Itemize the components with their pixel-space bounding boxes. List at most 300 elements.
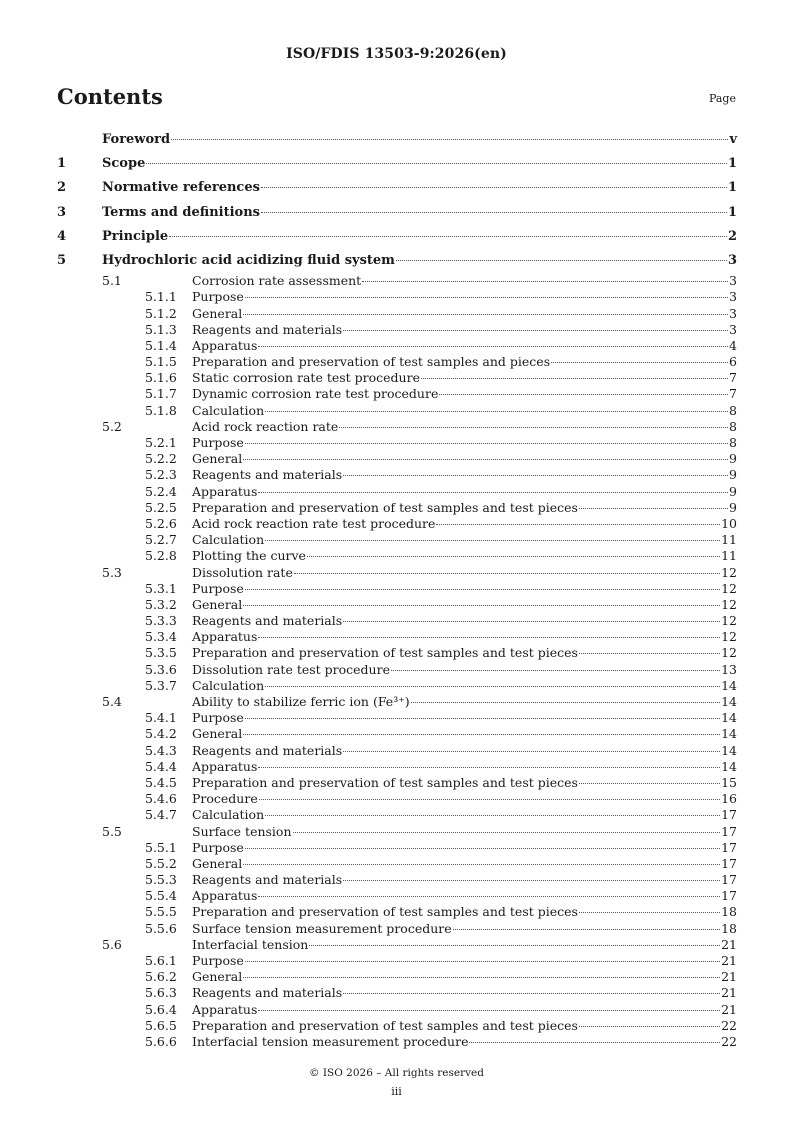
dot-leader: [261, 187, 727, 188]
toc-entry-number: [57, 516, 192, 532]
toc-entry[interactable]: [57, 888, 737, 904]
toc-entry-number-text: 5.3.1: [145, 580, 177, 596]
toc-entry-page: 3: [729, 289, 737, 305]
toc-entry-page: 1: [727, 180, 737, 196]
toc-entry-label: Dissolution rate test procedure: [192, 661, 390, 677]
toc-entry-number: 3: [57, 204, 67, 220]
toc-entry-page: 12: [721, 613, 737, 629]
toc-entry-number: 2: [57, 180, 67, 196]
toc-entry[interactable]: [57, 694, 737, 710]
dot-leader: [243, 605, 720, 606]
toc-entry-number: [57, 985, 192, 1001]
dot-leader: [396, 260, 727, 261]
toc-entry-page: 9: [729, 467, 737, 483]
toc-entry[interactable]: [57, 176, 737, 200]
toc-entry[interactable]: [57, 969, 737, 985]
dot-leader: [343, 880, 720, 881]
toc-entry-label: Calculation: [192, 677, 265, 693]
toc-entry-label: Reagents and materials: [192, 467, 343, 483]
dot-leader: [243, 734, 720, 735]
dot-leader: [245, 443, 728, 444]
toc-entry-number: [57, 791, 192, 807]
toc-entry-label: Apparatus: [192, 888, 258, 904]
toc-entry-number: [57, 629, 192, 645]
toc-entry-number: [57, 451, 192, 467]
toc-entry-page: 12: [721, 596, 737, 612]
toc-entry-label: Interfacial tension measurement procedure: [192, 1033, 469, 1049]
toc-entry-number-text: 5.3.6: [145, 661, 177, 677]
toc-entry-number-text: 5.6.3: [145, 985, 177, 1001]
toc-entry-number: [57, 872, 192, 888]
toc-entry-number-text: 5.3.3: [145, 613, 177, 629]
toc-entry-number-text: 5.1.5: [145, 354, 177, 370]
toc-entry[interactable]: [57, 597, 737, 613]
toc-entry-number-text: 5.5.3: [145, 872, 177, 888]
toc-entry-label: Preparation and preservation of test samples and test pieces: [192, 499, 578, 515]
toc-entry-label: Preparation and preservation of test samples and test pieces: [192, 645, 578, 661]
toc-entry-page: 11: [721, 548, 737, 564]
toc-entry-number: [57, 532, 192, 548]
toc-entry[interactable]: [57, 775, 737, 791]
dot-leader: [453, 929, 720, 930]
toc-entry-number-text: 5.3.4: [145, 629, 177, 645]
toc-entry-page: 14: [721, 742, 737, 758]
toc-entry-page: 8: [729, 418, 737, 434]
toc-entry[interactable]: [57, 937, 737, 953]
toc-entry-number: 5.6: [102, 936, 122, 952]
toc-entry-number-text: 5.4.3: [145, 742, 177, 758]
toc-entry-page: 14: [721, 726, 737, 742]
toc-entry-page: 3: [729, 321, 737, 337]
toc-entry[interactable]: [57, 791, 737, 807]
toc-entry-page: 18: [721, 904, 737, 920]
toc-entry[interactable]: [57, 152, 737, 176]
toc-entry-label: Purpose: [192, 710, 244, 726]
dot-leader: [469, 1042, 720, 1043]
toc-entry[interactable]: [57, 201, 737, 225]
toc-entry-number: [57, 548, 192, 564]
toc-entry-number: 5.2: [102, 418, 122, 434]
toc-entry-number-text: 5.1.8: [145, 402, 177, 418]
toc-entry-number: [57, 710, 192, 726]
toc-entry-page: 17: [721, 855, 737, 871]
toc-entry-number: 4: [57, 228, 67, 244]
dot-leader: [245, 718, 720, 719]
toc-entry-label: Apparatus: [192, 1001, 258, 1017]
toc-entry-page: 2: [727, 228, 737, 244]
toc-entry-number-text: 5.5.6: [145, 920, 177, 936]
toc-entry-label: Apparatus: [192, 337, 258, 353]
dot-leader: [391, 670, 720, 671]
toc-entry[interactable]: [57, 662, 737, 678]
toc-entry-label: Ability to stabilize ferric ion (Fe³⁺): [192, 694, 410, 709]
toc-entry[interactable]: [57, 500, 737, 516]
toc-entry-page: 10: [721, 515, 737, 531]
toc-entry-number: [57, 403, 192, 419]
toc-entry-label: Acid rock reaction rate test procedure: [192, 515, 436, 531]
toc-entry[interactable]: [57, 370, 737, 386]
toc-entry[interactable]: [57, 872, 737, 888]
toc-entry-label: Scope: [102, 156, 146, 172]
toc-entry-page: 21: [721, 953, 737, 968]
toc-entry-page: 7: [729, 370, 737, 386]
toc-entry-number: [57, 1018, 192, 1034]
toc-entry[interactable]: [57, 743, 737, 759]
dot-leader: [169, 236, 727, 237]
toc-entry-number-text: 5.5.5: [145, 904, 177, 920]
toc-entry-label: Apparatus: [192, 758, 258, 774]
dot-leader: [265, 686, 720, 687]
toc-entry-number-text: 5.1.7: [145, 386, 177, 402]
toc-entry-number-text: 5.6.2: [145, 969, 177, 985]
toc-entry-number: [57, 759, 192, 775]
toc-entry[interactable]: [57, 451, 737, 467]
dot-leader: [579, 1026, 720, 1027]
toc-entry-label: Reagents and materials: [192, 321, 343, 337]
toc-entry-number: [57, 1034, 192, 1050]
toc-entry[interactable]: [57, 386, 737, 402]
dot-leader: [243, 314, 728, 315]
toc-entry[interactable]: [57, 249, 737, 273]
toc-entry[interactable]: [57, 128, 737, 152]
toc-entry-label: Calculation: [192, 402, 265, 418]
toc-entry-page: 12: [721, 629, 737, 645]
toc-entry-label: Dynamic corrosion rate test procedure: [192, 386, 439, 402]
toc-entry[interactable]: [57, 953, 737, 969]
toc-entry[interactable]: [57, 645, 737, 661]
document-header: ISO/FDIS 13503-9:2026(en): [286, 46, 507, 62]
toc-entry[interactable]: [57, 985, 737, 1001]
dot-leader: [362, 281, 728, 282]
toc-entry-number-text: 5.2.2: [145, 451, 177, 467]
dot-leader: [343, 475, 728, 476]
toc-entry-number: [57, 662, 192, 678]
toc-entry-label: Calculation: [192, 532, 265, 548]
toc-entry-label: Procedure: [192, 791, 258, 807]
toc-entry-number-text: 5.6.5: [145, 1017, 177, 1033]
toc-entry-number: [57, 322, 192, 338]
toc-entry[interactable]: [57, 273, 737, 289]
toc-entry-label: Interfacial tension: [192, 936, 309, 952]
dot-leader: [146, 163, 727, 164]
toc-entry-label: Dissolution rate: [192, 564, 293, 580]
toc-entry[interactable]: [57, 678, 737, 694]
toc-entry-page: 1: [727, 204, 737, 220]
toc-entry-number: [57, 969, 192, 985]
toc-entry[interactable]: [57, 1002, 737, 1018]
toc-entry-number: [57, 645, 192, 661]
toc-entry-number-text: 5.4.2: [145, 726, 177, 742]
toc-entry[interactable]: [57, 467, 737, 483]
toc-entry[interactable]: [57, 289, 737, 305]
toc-entry[interactable]: [57, 581, 737, 597]
toc-entry[interactable]: [57, 1034, 737, 1050]
toc-entry-number-text: 5.6.1: [145, 953, 177, 968]
toc-entry-number: [57, 435, 192, 451]
toc-entry-number: [57, 743, 192, 759]
toc-entry-number-text: 5.4.1: [145, 710, 177, 726]
toc-entry-page: 3: [729, 305, 737, 321]
toc-entry-label: Purpose: [192, 289, 244, 305]
dot-leader: [307, 556, 720, 557]
toc-entry[interactable]: [57, 338, 737, 354]
toc-entry-number-text: 5.2.5: [145, 499, 177, 515]
dot-leader: [343, 330, 728, 331]
toc-entry-number: [57, 856, 192, 872]
toc-entry-number: [57, 597, 192, 613]
toc-entry-page: 14: [721, 694, 737, 709]
toc-entry-number-text: 5.2.7: [145, 532, 177, 548]
toc-entry-label: Surface tension: [192, 823, 292, 839]
page-number: iii: [391, 1085, 402, 1098]
toc-entry-label: Static corrosion rate test procedure: [192, 370, 420, 386]
toc-entry-number-text: 5.3.5: [145, 645, 177, 661]
dot-leader: [261, 212, 727, 213]
toc-entry-label: General: [192, 451, 243, 467]
toc-entry-label: Reagents and materials: [192, 613, 343, 629]
toc-entry-label: Purpose: [192, 839, 244, 855]
toc-entry-page: 9: [729, 451, 737, 467]
toc-entry-number: [57, 306, 192, 322]
dot-leader: [343, 993, 720, 994]
toc-entry-number: [57, 500, 192, 516]
toc-entry-number: [57, 840, 192, 856]
toc-entry-page: 12: [721, 564, 737, 580]
toc-entry-page: 18: [721, 920, 737, 936]
toc-entry-number: [57, 354, 192, 370]
dot-leader: [309, 945, 720, 946]
dot-leader: [258, 896, 720, 897]
toc-entry-label: Foreword: [102, 132, 171, 147]
dot-leader: [551, 362, 728, 363]
toc-entry[interactable]: [57, 824, 737, 840]
toc-entry-page: 16: [721, 791, 737, 807]
toc-entry-page: 1: [727, 156, 737, 172]
toc-entry[interactable]: [57, 532, 737, 548]
toc-entry-number-text: 5.2.4: [145, 483, 177, 499]
toc-entry[interactable]: [57, 807, 737, 823]
toc-entry-number: 5.4: [102, 694, 122, 709]
toc-entry-page: 7: [729, 386, 737, 402]
toc-entry[interactable]: [57, 921, 737, 937]
dot-leader: [579, 912, 720, 913]
toc-entry-number-text: 5.5.2: [145, 855, 177, 871]
toc-entry-number: [57, 678, 192, 694]
toc-entry[interactable]: [57, 856, 737, 872]
toc-entry-number: 5.1: [102, 273, 122, 289]
toc-entry-number: [57, 484, 192, 500]
toc-entry[interactable]: [57, 840, 737, 856]
toc-entry[interactable]: [57, 484, 737, 500]
toc-entry-label: Apparatus: [192, 629, 258, 645]
toc-entry[interactable]: [57, 904, 737, 920]
toc-entry-label: Reagents and materials: [192, 985, 343, 1001]
toc-entry[interactable]: [57, 1018, 737, 1034]
dot-leader: [171, 139, 728, 140]
toc-entry-label: Hydrochloric acid acidizing fluid system: [102, 252, 395, 268]
dot-leader: [343, 751, 720, 752]
dot-leader: [579, 783, 720, 784]
toc-entry-page: 12: [721, 645, 737, 661]
toc-entry-label: General: [192, 596, 243, 612]
toc-entry-label: Surface tension measurement procedure: [192, 920, 452, 936]
toc-entry-number: [57, 581, 192, 597]
toc-entry-label: Terms and definitions: [102, 204, 260, 220]
dot-leader: [245, 297, 728, 298]
toc-entry-page: 17: [721, 888, 737, 904]
toc-entry-number: [57, 289, 192, 305]
toc-entry-page: 22: [721, 1033, 737, 1049]
toc-entry-label: Plotting the curve: [192, 548, 306, 564]
page-title: Contents: [57, 84, 163, 109]
dot-leader: [258, 767, 720, 768]
toc-entry-number-text: 5.2.1: [145, 435, 177, 450]
dot-leader: [436, 524, 720, 525]
toc-entry-page: 21: [721, 1001, 737, 1017]
toc-entry-page: 17: [721, 807, 737, 823]
toc-entry-page: 14: [721, 758, 737, 774]
toc-entry-page: 9: [729, 483, 737, 499]
toc-entry-page: 8: [729, 435, 737, 450]
toc-entry-number-text: 5.1.1: [145, 289, 177, 305]
dot-leader: [294, 573, 720, 574]
toc-entry-label: Purpose: [192, 953, 244, 968]
toc-entry[interactable]: [57, 225, 737, 249]
toc-entry-number-text: 5.6.4: [145, 1001, 177, 1017]
toc-entry-number-text: 5.1.2: [145, 305, 177, 321]
dot-leader: [339, 427, 728, 428]
toc-entry-label: Preparation and preservation of test samples and test pieces: [192, 774, 578, 790]
toc-entry-number: 5: [57, 252, 67, 268]
toc-entry[interactable]: [57, 354, 737, 370]
toc-entry-number: 1: [57, 156, 67, 172]
toc-entry[interactable]: [57, 435, 737, 451]
toc-entry-number: [57, 613, 192, 629]
toc-entry-number-text: 5.2.6: [145, 515, 177, 531]
toc-entry-page: 21: [721, 936, 737, 952]
toc-entry-label: Purpose: [192, 435, 244, 450]
toc-entry-number-text: 5.6.6: [145, 1033, 177, 1049]
toc-entry-label: Apparatus: [192, 483, 258, 499]
toc-entry[interactable]: [57, 306, 737, 322]
dot-leader: [265, 411, 728, 412]
toc-entry-page: 6: [729, 354, 737, 370]
toc-entry-page: 3: [727, 252, 737, 268]
toc-entry-page: 13: [721, 661, 737, 677]
toc-entry-number-text: 5.4.4: [145, 758, 177, 774]
toc-entry-number-text: 5.4.6: [145, 791, 177, 807]
dot-leader: [265, 815, 720, 816]
toc-entry-number-text: 5.2.8: [145, 548, 177, 564]
dot-leader: [258, 637, 720, 638]
toc-entry-page: 14: [721, 677, 737, 693]
toc-entry-number-text: 5.1.4: [145, 337, 177, 353]
dot-leader: [259, 799, 720, 800]
toc-entry-page: 11: [721, 532, 737, 548]
toc-entry-label: Preparation and preservation of test samples and test pieces: [192, 904, 578, 920]
toc-entry-number-text: 5.4.5: [145, 774, 177, 790]
dot-leader: [245, 848, 720, 849]
toc-entry-label: General: [192, 855, 243, 871]
toc-entry-label: Purpose: [192, 580, 244, 596]
dot-leader: [579, 653, 720, 654]
toc-entry-page: 14: [721, 710, 737, 726]
toc-entry-number: [57, 726, 192, 742]
toc-entry-number: [57, 953, 192, 969]
toc-entry-page: 15: [721, 774, 737, 790]
toc-entry[interactable]: [57, 516, 737, 532]
toc-entry-label: Normative references: [102, 180, 260, 196]
toc-entry-page: 12: [721, 580, 737, 596]
toc-entry-page: 4: [729, 337, 737, 353]
page-column-label: Page: [708, 92, 736, 105]
toc-entry[interactable]: [57, 419, 737, 435]
toc-entry-number: [57, 807, 192, 823]
dot-leader: [579, 508, 728, 509]
toc-entry[interactable]: [57, 565, 737, 581]
toc-entry[interactable]: [57, 726, 737, 742]
toc-entry-number: [57, 904, 192, 920]
toc-entry-label: Preparation and preservation of test samples and pieces: [192, 354, 551, 370]
toc-entry[interactable]: [57, 403, 737, 419]
toc-entry[interactable]: [57, 710, 737, 726]
toc-entry[interactable]: [57, 322, 737, 338]
toc-entry-number: [57, 921, 192, 937]
toc-entry-number: [57, 888, 192, 904]
dot-leader: [265, 540, 720, 541]
toc-entry-number-text: 5.3.2: [145, 596, 177, 612]
toc-entry-number-text: 5.4.7: [145, 807, 177, 823]
toc-entry-label: Preparation and preservation of test samples and test pieces: [192, 1017, 578, 1033]
toc-entry-number: [57, 370, 192, 386]
toc-entry-page: 21: [721, 985, 737, 1001]
dot-leader: [439, 394, 728, 395]
dot-leader: [258, 492, 728, 493]
toc-entry-page: 21: [721, 969, 737, 985]
toc-entry-page: 8: [729, 402, 737, 418]
toc-entry-label: Reagents and materials: [192, 872, 343, 888]
toc-entry-number: [57, 338, 192, 354]
dot-leader: [258, 346, 728, 347]
dot-leader: [243, 977, 720, 978]
toc-entry[interactable]: [57, 629, 737, 645]
toc-entry-page: 17: [721, 839, 737, 855]
toc-entry-number-text: 5.2.3: [145, 467, 177, 483]
copyright-notice: © ISO 2026 – All rights reserved: [309, 1067, 484, 1079]
toc-entry-number: [57, 1002, 192, 1018]
toc-entry-number: [57, 467, 192, 483]
table-of-contents: [57, 128, 737, 1050]
dot-leader: [343, 621, 720, 622]
toc-entry-number: 5.3: [102, 564, 122, 580]
toc-entry-number: [57, 775, 192, 791]
toc-entry-label: General: [192, 305, 243, 321]
toc-entry[interactable]: [57, 613, 737, 629]
toc-entry-number-text: 5.1.3: [145, 321, 177, 337]
dot-leader: [421, 378, 728, 379]
dot-leader: [245, 961, 720, 962]
toc-entry[interactable]: [57, 759, 737, 775]
toc-entry-label: Reagents and materials: [192, 742, 343, 758]
toc-entry[interactable]: [57, 548, 737, 564]
toc-entry-label: Calculation: [192, 807, 265, 823]
dot-leader: [243, 459, 728, 460]
toc-entry-page: v: [729, 132, 737, 147]
toc-entry-label: General: [192, 726, 243, 742]
toc-entry-number-text: 5.1.6: [145, 370, 177, 386]
dot-leader: [243, 864, 720, 865]
toc-entry-label: Acid rock reaction rate: [192, 418, 339, 434]
